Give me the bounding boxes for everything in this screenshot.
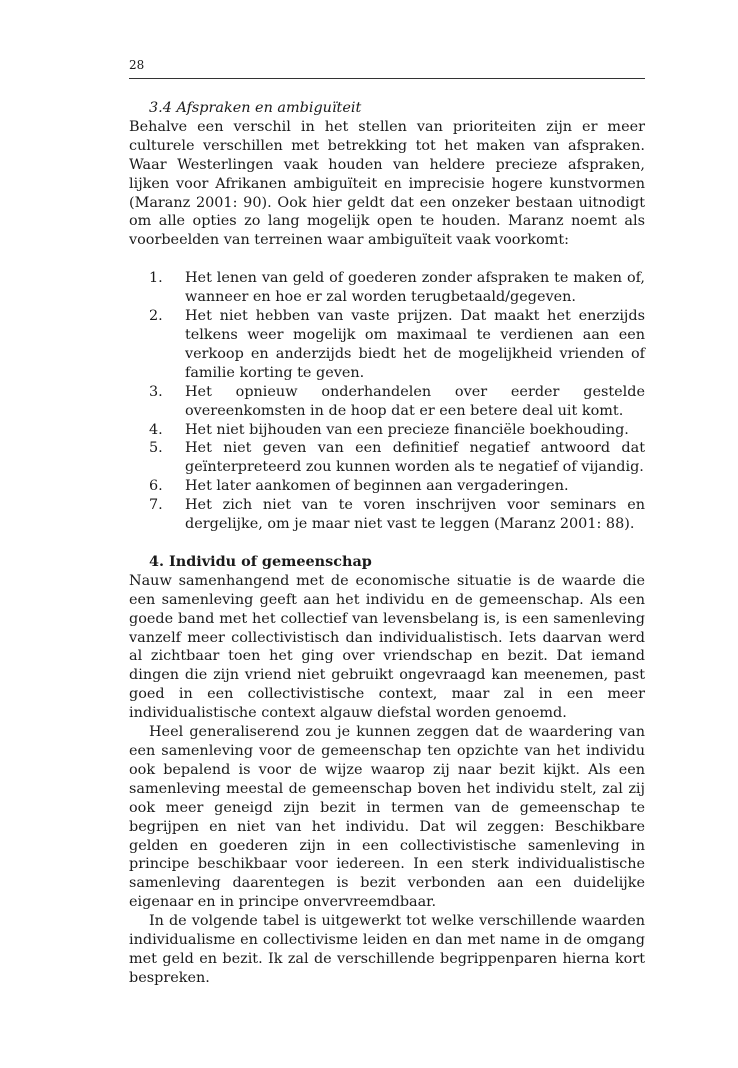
list-item-number: 2. — [149, 308, 163, 325]
list-item-text: Het opnieuw onderhandelen over eerder gestelde overeenkomsten in de hoop dat er een betere deal uit komt. — [185, 383, 645, 419]
list-item — [129, 269, 645, 307]
list-item — [129, 421, 645, 440]
list-item-number: 6. — [149, 478, 163, 495]
list-item-number: 3. — [149, 383, 163, 400]
list-item-text: Het zich niet van te voren inschrijven voor seminars en dergelijke, om je maar niet vast te leggen (Maranz 2001: 88). — [185, 497, 645, 533]
section-paragraph: In de volgende tabel is uitgewerkt tot welke verschillende waarden individualisme en collectivisme leiden en dan met name in de omgang met geld en bezit. Ik zal de verschillende begrippenparen hierna kort bespreken. — [129, 913, 645, 986]
page-number: 28 — [129, 58, 145, 72]
list-item-number: 1. — [149, 270, 163, 287]
list-item-text: Het niet bijhouden van een precieze financiële boekhouding. — [185, 421, 629, 438]
list-item-text: Het later aankomen of beginnen aan vergaderingen. — [185, 478, 569, 495]
ambiguity-list — [129, 269, 645, 534]
subsection-heading: 3.4 Afspraken en ambiguïteit — [149, 100, 362, 116]
section-paragraph: Heel generaliserend zou je kunnen zeggen dat de waardering van een samenleving voor de gemeenschap ten opzichte van het individu ook bepalend is voor de wijze waarop zij naar bezit kijkt. Als een samenleving meestal de gemeenschap boven het individu stelt, zal zij ook meer geneigd zijn bezit in termen van de gemeenschap te begrijpen en niet van het individu. Dat wil zeggen: Beschikbare gelden en goederen zijn in een collectivistische samenleving in principe beschikbaar voor iedereen. In een sterk individualistische samenleving daarentegen is bezit verbonden aan een duidelijke eigenaar en in principe onvervreemdbaar. — [129, 724, 645, 911]
list-item — [129, 477, 645, 496]
list-item-text: Het lenen van geld of goederen zonder afspraken te maken of, wanneer en hoe er zal worden terugbetaald/gegeven. — [185, 270, 645, 306]
section-heading: 4. Individu of gemeenschap — [149, 552, 372, 570]
list-item-number: 4. — [149, 421, 163, 438]
list-item — [129, 383, 645, 421]
page-body — [129, 99, 645, 988]
list-item — [129, 307, 645, 383]
book-page — [129, 58, 645, 988]
list-item-number: 7. — [149, 497, 163, 514]
list-item — [129, 496, 645, 534]
list-item-text: Het niet hebben van vaste prijzen. Dat maakt het enerzijds telkens weer mogelijk om maximaal te verdienen aan een verkoop en anderzijds biedt het de mogelijkheid vrienden of familie korting te geven. — [185, 308, 645, 381]
list-item-number: 5. — [149, 440, 163, 457]
subsection-paragraph: Behalve een verschil in het stellen van prioriteiten zijn er meer culturele verschillen met betrekking tot het maken van afspraken. Waar Westerlingen vaak houden van heldere precieze afspraken, lijken voor Afrikanen ambiguïteit en imprecisie hogere kunstvormen (Maranz 2001: 90). Ook hier geldt dat een onzeker bestaan uitnodigt om alle opties zo lang mogelijk open te houden. Maranz noemt als voorbeelden van terreinen waar ambiguïteit vaak voorkomt: — [129, 118, 645, 249]
list-item-text: Het niet geven van een definitief negatief antwoord dat geïnterpreteerd zou kunnen worden als te negatief of vijandig. — [185, 440, 645, 476]
header-rule — [129, 78, 645, 79]
section-paragraph: Nauw samenhangend met de economische situatie is de waarde die een samenleving geeft aan het individu en de gemeenschap. Als een goede band met het collectief van levensbelang is, is een samenleving vanzelf meer collectivistisch dan individualistisch. Iets daarvan werd al zichtbaar toen het ging over vriendschap en bezit. Dat iemand dingen die zijn vriend niet gebruikt ongevraagd kan meenemen, past goed in een collectivistische context, maar zal in een meer individualistische context algauw diefstal worden genoemd. — [129, 572, 645, 722]
list-item — [129, 439, 645, 477]
